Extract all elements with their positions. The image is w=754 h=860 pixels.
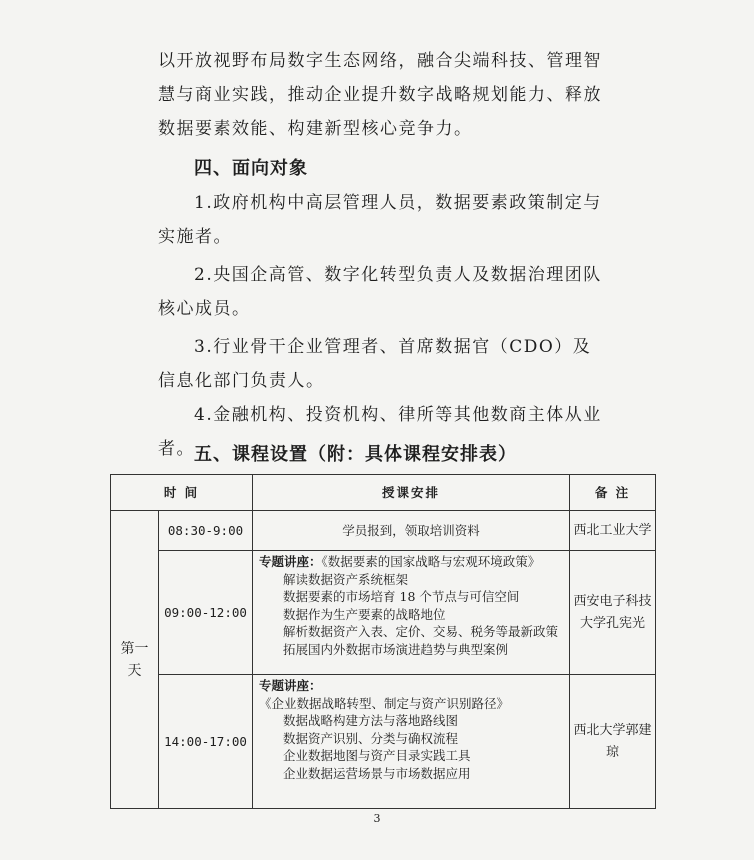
section-4-heading: 四、面向对象	[194, 158, 308, 179]
audience-item-4: 4.金融机构、投资机构、律所等其他数商主体从业者。	[158, 405, 602, 459]
section-5-heading: 五、课程设置（附：具体课程安排表）	[194, 444, 517, 465]
lecture-cell	[253, 675, 570, 809]
page-number: 3	[373, 812, 381, 825]
audience-item-3: 3.行业骨干企业管理者、首席数据官（CDO）及信息化部门负责人。	[158, 337, 592, 391]
table-row	[111, 675, 656, 809]
lecture-cell	[253, 551, 570, 675]
time-slot: 09:00-12:00	[159, 551, 253, 675]
header-time: 时 间	[111, 475, 253, 511]
header-arrangement: 授课安排	[253, 475, 570, 511]
time-slot: 08:30-9:00	[159, 511, 253, 551]
lecture-item: 数据资产识别、分类与确权流程	[283, 730, 459, 746]
lecture-item: 拓展国内外数据市场演进趋势与典型案例	[283, 641, 509, 657]
table-row	[111, 551, 656, 675]
audience-item-2: 2.央国企高管、数字化转型负责人及数据治理团队核心成员。	[158, 265, 602, 319]
audience-item-1: 1.政府机构中高层管理人员，数据要素政策制定与实施者。	[158, 193, 602, 247]
lecture-title: 专题讲座：《数据要素的国家战略与宏观环境政策》	[259, 554, 541, 569]
lecture-item: 企业数据地图与资产目录实践工具	[283, 748, 471, 763]
note-cell: 西安电子科技大学孔宪光	[570, 551, 656, 675]
arrangement-text: 学员报到，领取培训资料	[253, 511, 570, 551]
lecture-title: 专题讲座：《企业数据战略转型、制定与资产识别路径》	[259, 678, 510, 711]
lecture-item: 数据要素的市场培育 18 个节点与可信空间	[283, 589, 520, 604]
note-cell: 西北大学郭建琼	[570, 675, 656, 809]
course-schedule-table	[110, 474, 656, 809]
header-note: 备 注	[570, 475, 656, 511]
lecture-item: 解读数据资产系统框架	[283, 571, 409, 587]
table-header-row	[111, 475, 656, 511]
lecture-item: 解析数据资产入表、定价、交易、税务等最新政策	[283, 624, 559, 639]
intro-paragraph: 以开放视野布局数字生态网络，融合尖端科技、管理智慧与商业实践，推动企业提升数字战略规划能力、释放数据要素效能、构建新型核心竞争力。	[158, 51, 602, 139]
table-row	[111, 511, 656, 551]
note-cell: 西北工业大学	[570, 511, 656, 551]
lecture-item: 数据作为生产要素的战略地位	[283, 606, 446, 622]
time-slot: 14:00-17:00	[159, 675, 253, 809]
lecture-item: 企业数据运营场景与市场数据应用	[283, 765, 471, 781]
lecture-item: 数据战略构建方法与落地路线图	[283, 713, 459, 728]
day-label: 第一天	[111, 511, 159, 809]
